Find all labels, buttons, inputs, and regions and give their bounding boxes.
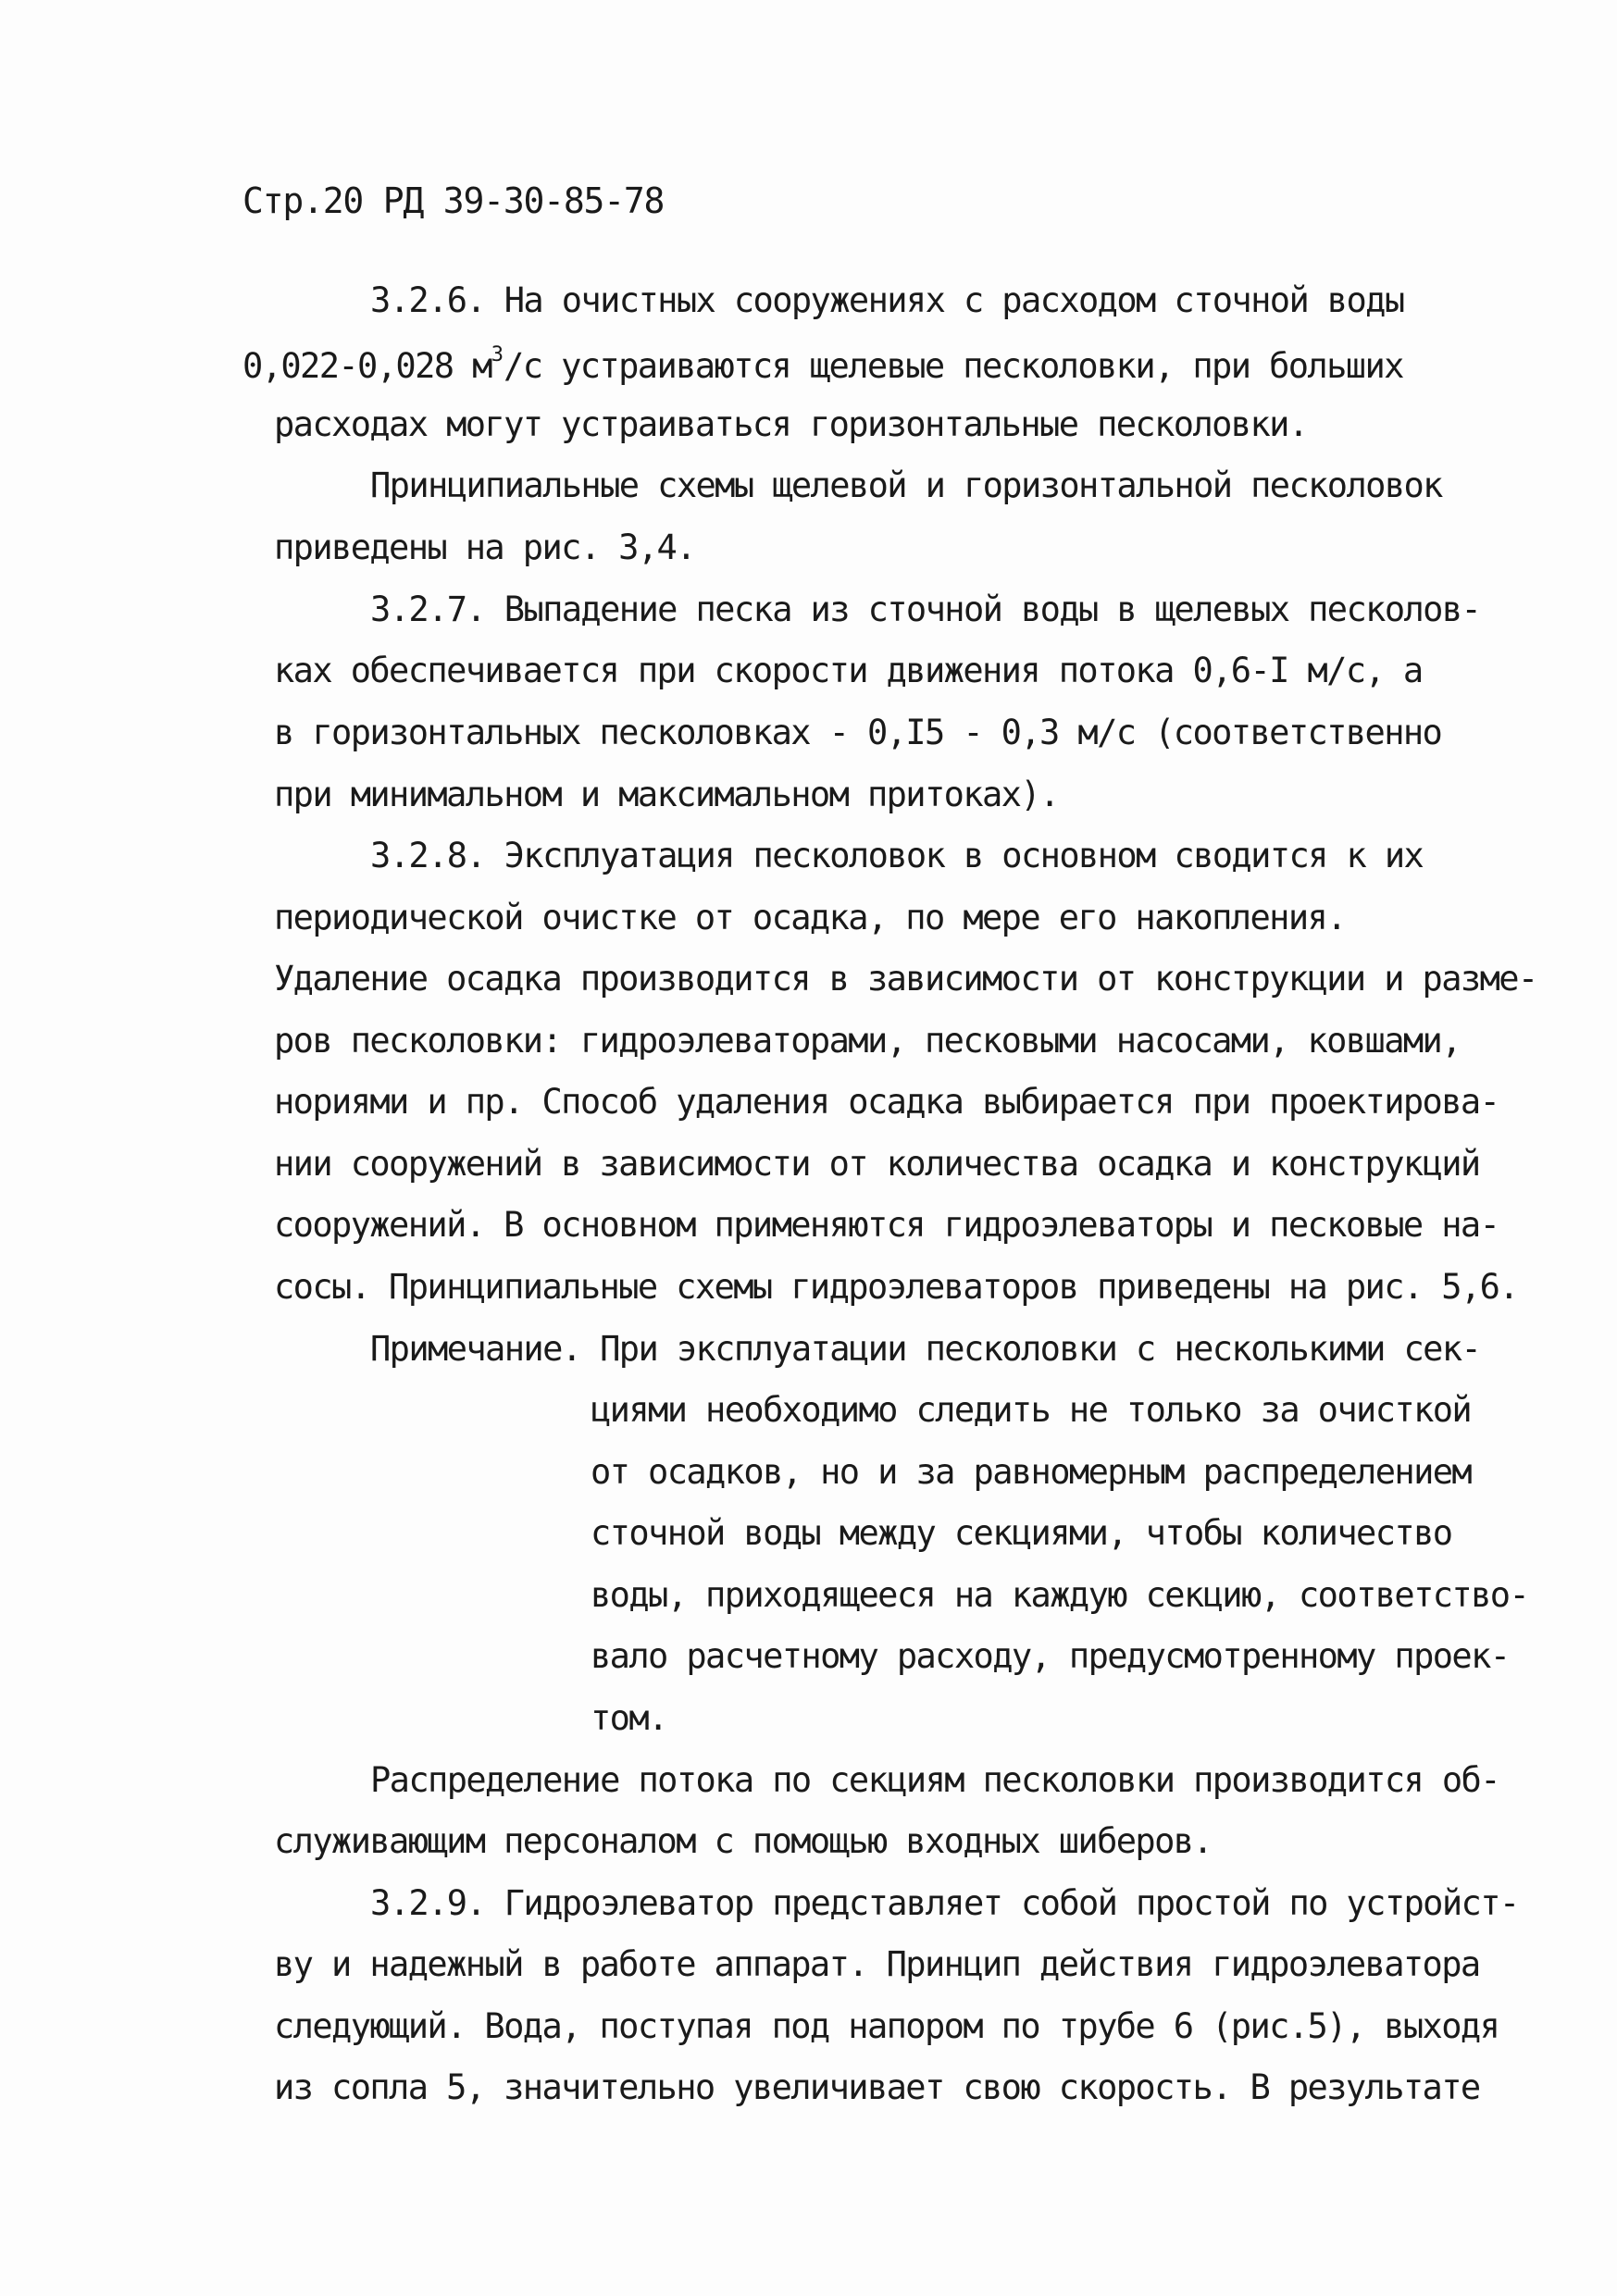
note-line: воды, приходящееся на каждую секцию, соответство- (591, 1575, 1529, 1615)
text-fragment: /с устраиваются щелевые песколовки, при больших (504, 346, 1403, 386)
note-line: сточной воды между секциями, чтобы количество (591, 1513, 1452, 1553)
note-line: от осадков, но и за равномерным распределением (591, 1452, 1472, 1492)
text-line: служивающим персоналом с помощью входных шиберов. (274, 1821, 1213, 1861)
note-line: циями необходимо следить не только за очисткой (591, 1390, 1472, 1430)
text-line: расходах могут устраиваться горизонтальные песколовки. (274, 404, 1308, 444)
text-line: 3.2.9. Гидроэлеватор представляет собой простой по устройст- (370, 1883, 1519, 1923)
text-line: периодической очистке от осадка, по мере его накопления. (274, 898, 1346, 937)
superscript: 3 (491, 343, 504, 366)
text-line-with-superscript (243, 343, 1403, 386)
page-header: Стр.20 РД 39-30-85-78 (243, 180, 665, 221)
text-line: нии сооружений в зависимости от количества осадка и конструкций (274, 1144, 1480, 1184)
text-line: при минимальном и максимальном притоках). (274, 775, 1059, 814)
text-line: ках обеспечивается при скорости движения потока 0,6-I м/с, а (274, 651, 1423, 690)
text-line: сооружений. В основном применяются гидроэлеваторы и песковые на- (274, 1205, 1499, 1245)
text-line: 3.2.7. Выпадение песка из сточной воды в щелевых песколов- (370, 590, 1481, 629)
text-line: Принципиальные схемы щелевой и горизонтальной песколовок (370, 465, 1442, 505)
text-line: Удаление осадка производится в зависимости от конструкции и разме- (274, 959, 1537, 999)
text-line: из сопла 5, значительно увеличивает свою скорость. В результате (274, 2067, 1480, 2107)
text-line: Распределение потока по секциям песколовки производится об- (370, 1760, 1499, 1800)
text-line: 3.2.6. На очистных сооружениях с расходом сточной воды (370, 280, 1404, 320)
text-fragment: 0,022-0,028 м (243, 346, 491, 386)
text-line: следующий. Вода, поступая под напором по трубе 6 (рис.5), выходя (274, 2006, 1499, 2046)
text-line: ву и надежный в работе аппарат. Принцип действия гидроэлеватора (274, 1944, 1480, 1984)
text-line: приведены на рис. 3,4. (274, 527, 695, 567)
text-line: ров песколовки: гидроэлеваторами, песковыми насосами, ковшами, (274, 1021, 1461, 1061)
note-line: том. (591, 1698, 667, 1738)
text-line: нориями и пр. Способ удаления осадка выбирается при проектирова- (274, 1082, 1499, 1122)
text-line: в горизонтальных песколовках - 0,I5 - 0,3 м/с (соответственно (274, 713, 1442, 752)
text-line: сосы. Принципиальные схемы гидроэлеваторов приведены на рис. 5,6. (274, 1267, 1518, 1307)
text-line: 3.2.8. Эксплуатация песколовок в основном сводится к их (370, 836, 1424, 875)
note-line: Примечание. При эксплуатации песколовки с несколькими сек- (370, 1329, 1481, 1369)
note-line: вало расчетному расходу, предусмотренному проек- (591, 1636, 1510, 1676)
